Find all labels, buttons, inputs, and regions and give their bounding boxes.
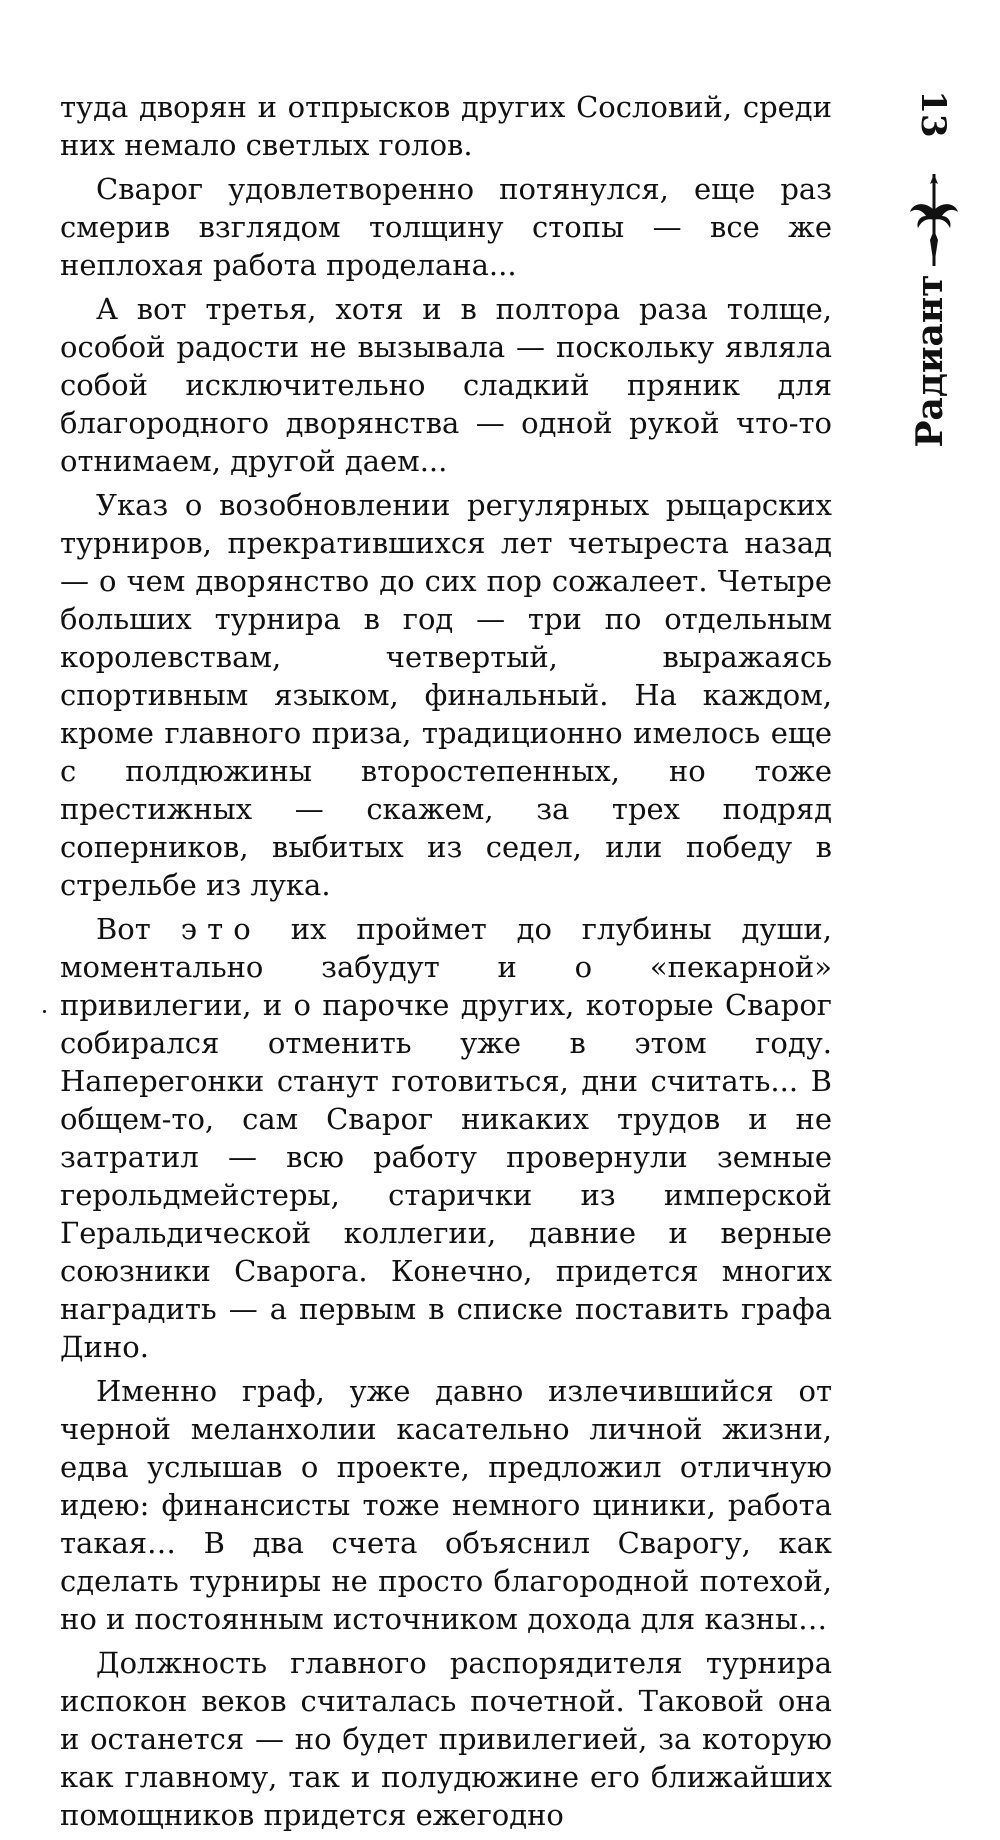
paragraph-4: Указ о возобновлении регулярных рыцарских турниров, прекратившихся лет четыреста назад — о чем дворянство до сих пор сожалеет. Четыре больших турнира в год — три по отдельным королевствам, четвертый, выражаясь спортивным языком, финальный. На каждом, кроме главного приза, традиционно имелось еще с полдюжины второстепенных, но тоже престижных — скажем, за трех подряд соперников, выбитых из седел, или победу в стрельбе из лука.: [60, 488, 832, 902]
paragraph-5: [60, 910, 832, 1366]
paragraph-1: туда дворян и отпрысков других Сословий, среди них немало светлых голов.: [60, 90, 832, 162]
paragraph-2: Сварог удовлетворенно потянулся, еще раз смерив взглядом толщину стопы — все же неплохая работа проделана...: [60, 172, 832, 282]
paragraph-5-end: их проймет до глубины души, моментально забудут и о «пекарной» привилегии, и о парочке других, которые Сварог собирался отменить уже в этом году. Наперегонки станут готовиться, дни считать... В общем-то, сам Сварог никаких трудов и не затратил — всю работу провернули земные герольдмейстеры, старички из имперской Геральдической коллегии, давние и верные союзники Сварога. Конечно, придется многих наградить — а первым в списке поставить графа Дино.: [60, 912, 832, 1364]
stray-dot: [43, 1010, 46, 1013]
side-margin: [870, 0, 1000, 1473]
page-number: 13: [913, 90, 953, 138]
paragraph-3: А вот третья, хотя и в полтора раза толще, особой радости не вызывала — поскольку являла собой исключительно сладкий пряник для благородного дворянства — одной рукой что-то отнимаем, другой даем...: [60, 292, 832, 478]
paragraph-7: Должность главного распорядителя турнира испокон веков считалась почетной. Таковой она и останется — но будет привилегией, за которую как главному, так и полудюжине его ближайших помощников придется ежегодно: [60, 1646, 832, 1832]
paragraph-5-start: Вот: [96, 912, 181, 946]
paragraph-6: Именно граф, уже давно излечившийся от черной меланхолии касательно личной жизни, едва услышав о проекте, предложил отличную идею: финансисты тоже немного циники, работа такая… В два счета объяснил Сварогу, как сделать турниры не просто благородной потехой, но и постоянным источником дохода для казны…: [60, 1374, 832, 1636]
running-title: Радиант: [909, 274, 951, 448]
paragraph-5-emphasis: это: [180, 912, 261, 946]
page-text: [60, 88, 832, 1840]
fleur-dagger-icon: [904, 170, 964, 270]
